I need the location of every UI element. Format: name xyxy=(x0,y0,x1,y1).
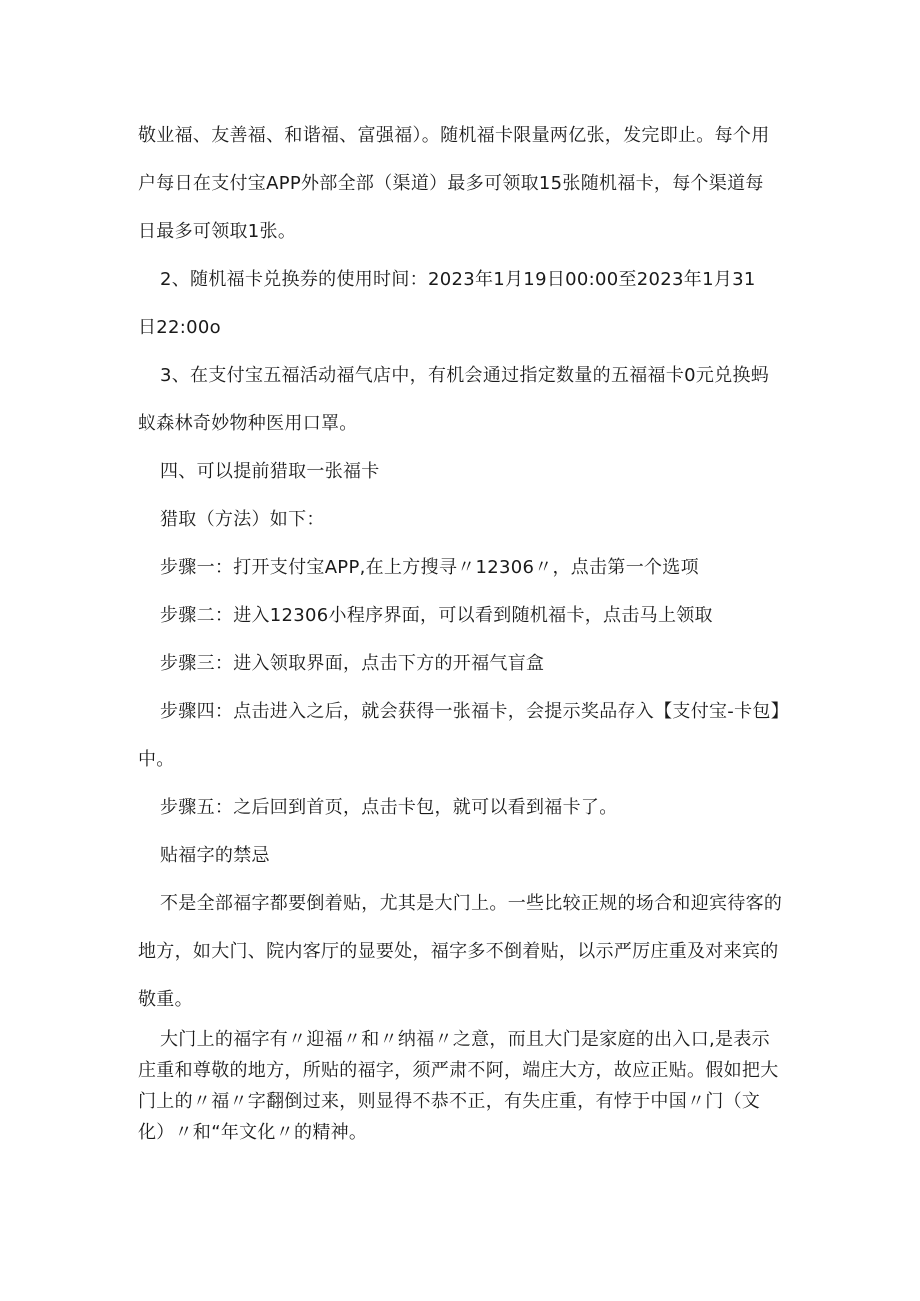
text-line: 步骤五：之后回到首页，点击卡包，就可以看到福卡了。 xyxy=(160,797,618,818)
text-line: 户每日在支付宝APP外部全部（渠道）最多可领取15张随机福卡，每个渠道每 xyxy=(138,173,764,194)
step-1 xyxy=(138,544,788,592)
paragraph-method xyxy=(138,496,788,544)
section-heading-4 xyxy=(138,448,788,496)
paragraph-usage-time xyxy=(138,256,788,352)
text-line: 大门上的福字有〃迎福〃和〃纳福〃之意，而且大门是家庭的出入口,是表示 xyxy=(160,1029,770,1050)
text-line: 2、随机福卡兑换券的使用时间：2023年1月19日00:00至2023年1月31 xyxy=(160,269,756,290)
text-line: 步骤四：点击进入之后，就会获得一张福卡，会提示奖品存入【支付宝-卡包】 xyxy=(160,701,789,722)
text-line: 日最多可领取1张。 xyxy=(138,221,297,242)
step-2 xyxy=(138,592,788,640)
text-line: 不是全部福字都要倒着贴，尤其是大门上。一些比较正规的场合和迎宾待客的 xyxy=(160,893,783,914)
section-heading-taboo xyxy=(138,832,788,880)
paragraph-taboo xyxy=(138,880,788,1024)
text-line: 日22:00o xyxy=(138,317,221,338)
heading-text: 贴福字的禁忌 xyxy=(160,845,270,866)
text-line: 化）〃和“年文化〃的精神。 xyxy=(138,1122,368,1143)
text-line: 地方，如大门、院内客厅的显要处，福字多不倒着贴，以示严厉庄重及对来宾的 xyxy=(138,941,779,962)
text-line: 猎取（方法）如下： xyxy=(160,509,325,530)
text-line: 中。 xyxy=(138,749,175,770)
step-4 xyxy=(138,688,788,784)
text-line: 蚁森林奇妙物种医用口罩。 xyxy=(138,413,358,434)
text-line: 步骤三：进入领取界面，点击下方的开福气盲盒 xyxy=(160,653,545,674)
text-line: 3、在支付宝五福活动福气店中，有机会通过指定数量的五福福卡0元兑换蚂 xyxy=(160,365,770,386)
text-line: 敬业福、友善福、和谐福、富强福）。随机福卡限量两亿张，发完即止。每个用 xyxy=(138,125,770,146)
heading-text: 四、可以提前猎取一张福卡 xyxy=(160,461,380,482)
text-line: 步骤一：打开支付宝APP,在上方搜寻〃12306〃，点击第一个选项 xyxy=(160,557,699,578)
text-line: 步骤二：进入12306小程序界面，可以看到随机福卡，点击马上领取 xyxy=(160,605,713,626)
text-line: 门上的〃福〃字翻倒过来，则显得不恭不正，有失庄重，有悖于中国〃门（文 xyxy=(138,1091,761,1112)
step-3 xyxy=(138,640,788,688)
paragraph-fuqi-store xyxy=(138,352,788,448)
paragraph-door-fu xyxy=(138,1024,788,1148)
step-5 xyxy=(138,784,788,832)
paragraph-fuka-limit xyxy=(138,112,788,256)
text-line: 敬重。 xyxy=(138,989,193,1010)
text-line: 庄重和尊敬的地方，所贴的福字，须严肃不阿，端庄大方，故应正贴。假如把大 xyxy=(138,1060,779,1081)
